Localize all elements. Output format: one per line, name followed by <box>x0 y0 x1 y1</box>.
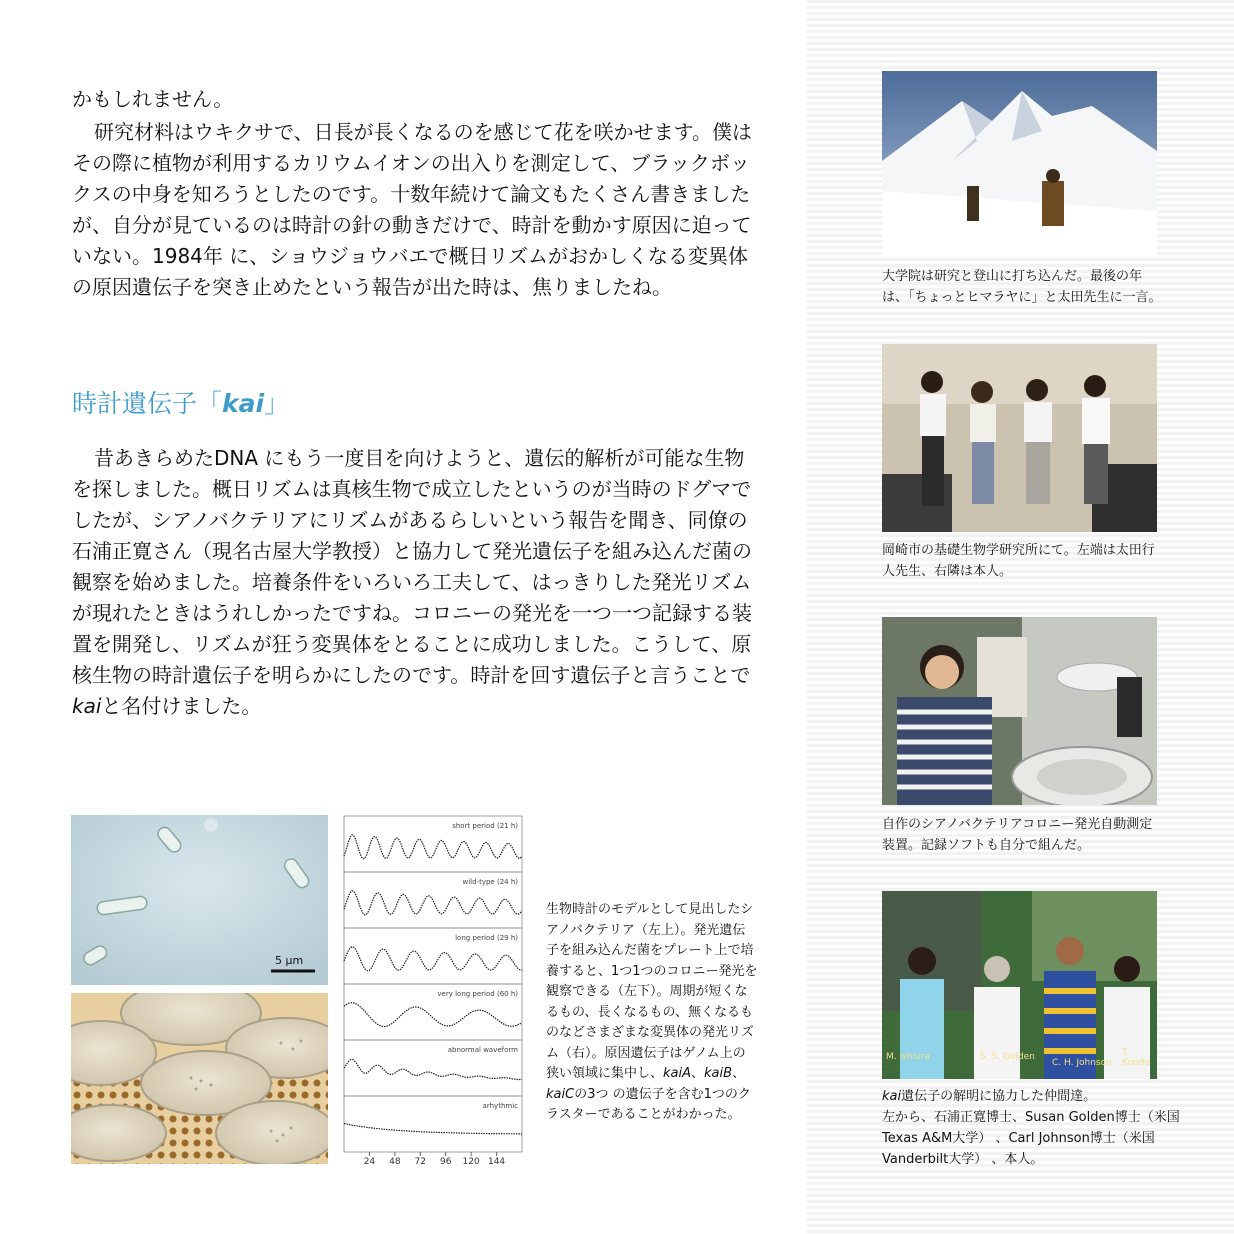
lab-group-photo <box>882 344 1157 532</box>
caption-kaiA: kaiA <box>663 1066 692 1081</box>
caption-kaiC: kaiC <box>546 1086 575 1102</box>
series-label-2: wild-type (24 h) <box>462 878 518 886</box>
x-tick-label-72: 72 <box>414 1157 427 1167</box>
series-label-1: short period (21 h) <box>452 822 518 830</box>
heading-kai: kai <box>222 389 265 418</box>
paragraph-1: かもしれません。 <box>72 87 234 111</box>
colleagues-image <box>882 891 1157 1079</box>
caption-lab-group: 岡崎市の基礎生物学研究所にて。左端は太田行人先生、右隣は本人。 <box>882 543 1155 579</box>
series-trace-4 <box>344 1003 522 1027</box>
series-trace-1 <box>344 835 522 859</box>
caption-kaiB: kaiB <box>704 1066 733 1081</box>
paragraph-3-text: 昔あきらめたDNA にもう一度目を向けようと、遺伝的解析が可能な生物を探しました。概日リズムは真核生物で成立したというのが当時のドグマでしたが、シアノバクテリアにリズムがあるらしいという報告を聞き、同僚の石浦正寛さん（現名古屋大学教授）と協力して発光遺伝子を組み込んだ菌の観察を始めました。培養条件をいろいろ工夫して、はっきりした発光リズムが現れたときはうれしかったですね。コロニーの発光を一つ一つ記録する装置を開発し、リズムが狂う変異体をとることに成功しました。こうして、原核生物の時計遺伝子を明らかにしたのです。時計を回す遺伝子と言うことで <box>72 446 752 687</box>
photo-label-johnson: C. H. Johnson <box>1052 1058 1112 1068</box>
series-trace-6 <box>344 1124 522 1134</box>
series-label-6: arhythmic <box>482 1102 518 1110</box>
device-image <box>882 617 1157 805</box>
caption-device: 自作のシアノバクテリアコロニー発光自動測定装置。記録ソフトも自分で組んだ。 <box>882 817 1153 853</box>
paragraph-3 <box>72 443 762 722</box>
colleagues-photo <box>882 891 1157 1079</box>
x-tick-label-144: 144 <box>487 1157 506 1167</box>
lab-group-image <box>882 344 1157 532</box>
paragraph-3-end: と名付けました。 <box>101 694 262 718</box>
paragraph-2: 研究材料はウキクサで、日長が長くなるのを感じて花を咲かせます。僕はその際に植物が利用するカリウムイオンの出入りを測定して、ブラックボックスの中身を知ろうとしたのです。十数年続けて論文もたくさん書きましたが、自分が見ているのは時計の針の動きだけで、時計を動かす原因に迫っていない。1984年 に、ショウジョウバエで概日リズムがおかしくなる変異体の原因遺伝子を突き止めたという報告が出た時は、焦りましたね。 <box>72 120 752 299</box>
section-heading <box>72 384 289 420</box>
series-label-5: abnormal waveform <box>447 1046 518 1054</box>
scale-bar-label: 5 μm <box>275 954 304 967</box>
petri-dish-photo <box>71 993 328 1164</box>
x-tick-label-120: 120 <box>462 1157 480 1167</box>
paragraph-3-kai: kai <box>72 694 102 718</box>
caption-colleagues <box>882 1086 1182 1170</box>
x-tick-label-96: 96 <box>439 1157 452 1167</box>
caption-himalaya: 大学院は研究と登山に打ち込んだ。最後の年は、「ちょっとヒマラヤに」と太田先生に一言。 <box>882 269 1162 305</box>
series-label-4: very long period (60 h) <box>437 990 518 998</box>
caption-text-b: の3つ の遺伝子を含む1つのクラスターであることがわかった。 <box>546 1086 751 1122</box>
photo-label-ishiura: M. Ishiura <box>886 1052 930 1062</box>
himalaya-photo <box>882 71 1157 258</box>
x-tick-label-48: 48 <box>389 1157 401 1167</box>
luminescence-rhythm-chart <box>340 812 530 1172</box>
caption-colleagues-b: 左から、石浦正寛博士、Susan Golden博士（米国Texas A&M大学） 、Carl Johnson博士（米国Vanderbilt大学） 、本人。 <box>882 1110 1180 1167</box>
x-tick-label-24: 24 <box>363 1157 376 1167</box>
photo-label-golden: S. S. Golden <box>980 1052 1035 1062</box>
series-trace-5 <box>344 1059 522 1079</box>
caption-sep-2: 、 <box>732 1066 746 1081</box>
measuring-device-photo <box>882 617 1157 805</box>
petri-dish-image <box>71 993 328 1164</box>
heading-suffix: 」 <box>264 389 290 418</box>
caption-sep-1: 、 <box>691 1066 705 1081</box>
caption-colleagues-kai: kai <box>882 1089 902 1104</box>
photo-label-kondo: T. Kondo <box>1122 1048 1150 1068</box>
series-trace-3 <box>344 947 522 971</box>
figure-caption <box>546 900 758 1126</box>
series-label-3: long period (29 h) <box>455 934 518 942</box>
caption-colleagues-a: 遺伝子の解明に協力した仲間達。 <box>901 1089 1097 1104</box>
series-trace-2 <box>344 891 522 915</box>
caption-text-a: 生物時計のモデルとして見出したシアノバクテリア（左上）。発光遺伝子を組み込んだ菌をプレート上で培養すると、1つ1つのコロニー発光を観察できる（左下）。周期が短くなるもの、長くなるもの、無くなるものなどさまざまな変異体の発光リズム（右）。原因遺伝子はゲノム上の狭い領域に集中し、 <box>546 902 758 1081</box>
mountain-image <box>882 71 1157 258</box>
heading-prefix: 時計遺伝子「 <box>72 389 223 418</box>
microscope-photo <box>71 815 328 985</box>
